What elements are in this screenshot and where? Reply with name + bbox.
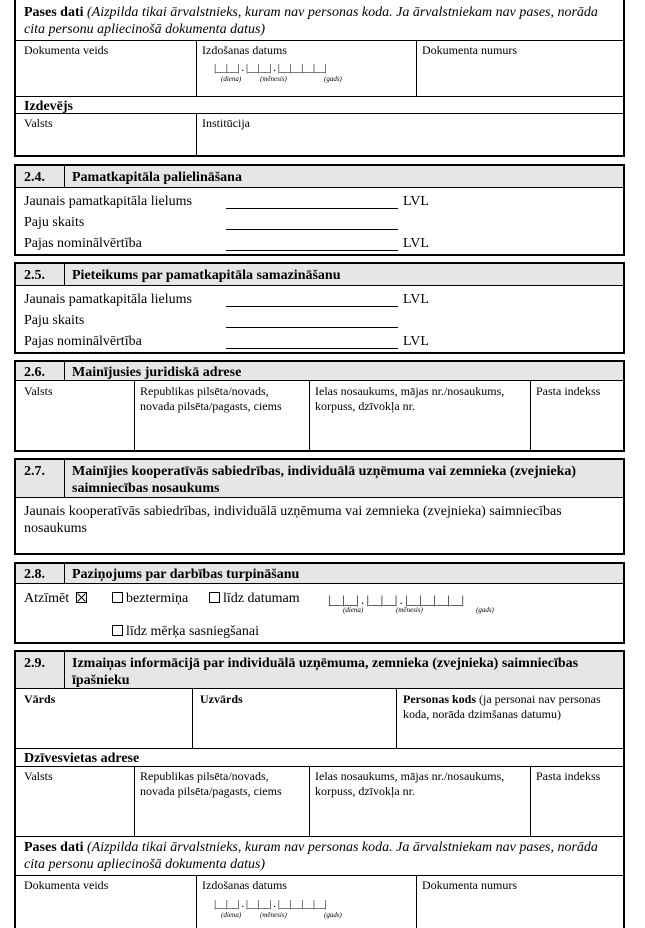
divider — [396, 689, 397, 748]
first-name-label: Vārds — [24, 692, 56, 706]
checkbox-icon[interactable] — [209, 592, 220, 603]
section-2-8 — [14, 562, 625, 644]
divider — [530, 766, 531, 836]
new-capital-label: Jaunais pamatkapitāla lielums — [24, 194, 192, 209]
date-caption-year: (gads) — [476, 606, 494, 614]
doc-number-label: Dokumenta numurs — [422, 878, 517, 892]
passport-bottom-heading — [24, 839, 616, 873]
shares-count-input[interactable] — [226, 229, 398, 230]
currency-label: LVL — [403, 292, 429, 307]
section-number: 2.6. — [24, 365, 45, 380]
currency-label: LVL — [403, 194, 429, 209]
share-value-label: Pajas nominālvērtība — [24, 334, 142, 349]
share-value-input[interactable] — [226, 348, 398, 349]
postal-label: Pasta indekss — [536, 769, 601, 783]
country-label: Valsts — [24, 116, 53, 130]
new-capital-input[interactable] — [226, 306, 398, 307]
surname-label: Uzvārds — [200, 692, 243, 706]
passport-note: (Aizpilda tikai ārvalstnieks, kuram nav personas koda. Ja ārvalstniekam nav pases, norāda cita personu apliecinošā dokumenta datus) — [24, 5, 598, 37]
divider — [196, 875, 197, 928]
option-until-date-label: līdz datumam — [223, 591, 300, 606]
passport-title: Pases dati — [24, 840, 84, 855]
postal-label: Pasta indekss — [536, 384, 601, 398]
section-title: Paziņojums par darbības turpināšanu — [72, 567, 300, 582]
divider — [16, 96, 623, 97]
until-date-field[interactable] — [328, 592, 494, 614]
country-label: Valsts — [24, 384, 53, 398]
passport-title: Pases dati — [24, 5, 84, 20]
issue-date-field[interactable] — [214, 898, 342, 919]
option-until-goal-label: līdz mērķa sasniegšanai — [126, 624, 259, 639]
divider — [309, 381, 310, 450]
section-header — [16, 264, 623, 286]
divider — [192, 689, 193, 748]
city-label: Republikas pilsēta/novads, novada pilsēta/pagasts, ciems — [140, 769, 282, 798]
divider — [16, 766, 623, 767]
section-header — [16, 652, 623, 689]
option-until-date[interactable] — [209, 590, 300, 607]
issue-date-field[interactable] — [214, 62, 342, 83]
option-indefinite-label: beztermiņa — [126, 591, 189, 606]
country-label: Valsts — [24, 769, 53, 783]
date-caption-day: (diena) — [221, 911, 242, 919]
section-number: 2.5. — [24, 268, 45, 283]
option-until-goal[interactable] — [112, 623, 259, 640]
date-caption-month: (mēnesis) — [396, 606, 423, 614]
shares-count-input[interactable] — [226, 327, 398, 328]
issuer-heading: Izdevējs — [24, 99, 73, 114]
date-caption-day: (diena) — [343, 606, 364, 614]
doc-number-label: Dokumenta numurs — [422, 43, 517, 57]
currency-label: LVL — [403, 236, 429, 251]
option-indefinite[interactable] — [112, 590, 188, 607]
date-boxes: |__|__| . |__|__| . |__|__|__|__| — [328, 592, 464, 607]
date-caption-day: (diena) — [221, 75, 242, 83]
new-capital-label: Jaunais pamatkapitāla lielums — [24, 292, 192, 307]
street-label: Ielas nosaukums, mājas nr./nosaukums, korpuss, dzīvokļa nr. — [315, 769, 505, 798]
section-number: 2.9. — [24, 656, 45, 671]
shares-count-label: Paju skaits — [24, 313, 85, 328]
divider — [196, 113, 197, 155]
residence-address-heading: Dzīvesvietas adrese — [24, 751, 140, 766]
section-header — [16, 564, 623, 584]
section-title: Izmaiņas informācijā par individuālā uzņēmuma, zemnieka (zvejnieka) saimniecības īpašnieku — [72, 656, 579, 688]
share-value-input[interactable] — [226, 250, 398, 251]
section-title: Mainījies kooperatīvās sabiedrības, individuālā uzņēmuma vai zemnieka (zvejnieka) saimniecības nosaukums — [72, 464, 577, 496]
divider — [16, 40, 623, 41]
checkbox-icon[interactable] — [112, 592, 123, 603]
section-title: Pieteikums par pamatkapitāla samazināšanu — [72, 268, 341, 283]
new-capital-input[interactable] — [226, 208, 398, 209]
currency-label: LVL — [403, 334, 429, 349]
checkbox-icon[interactable] — [112, 625, 123, 636]
personal-code-title: Personas kods — [403, 692, 477, 706]
section-2-9 — [14, 650, 625, 928]
share-value-label: Pajas nominālvērtība — [24, 236, 142, 251]
divider — [309, 766, 310, 836]
passport-top-frame — [14, 0, 625, 157]
section-title: Mainījusies juridiskā adrese — [72, 365, 242, 380]
shares-count-label: Paju skaits — [24, 215, 85, 230]
section-2-7 — [14, 458, 625, 555]
institution-label: Institūcija — [202, 116, 250, 130]
personal-code-note: (ja personai nav personas koda, norāda dzimšanas datumu) — [403, 692, 601, 721]
mark-instruction — [24, 590, 90, 607]
issue-date-label: Izdošanas datums — [202, 878, 287, 892]
date-caption-month: (mēnesis) — [260, 75, 287, 83]
passport-note: (Aizpilda tikai ārvalstnieks, kuram nav personas koda. Ja ārvalstniekam nav pases, norāda cita personu apliecinošā dokumenta datus) — [24, 840, 598, 872]
personal-code-label — [403, 692, 621, 722]
doc-type-label: Dokumenta veids — [24, 878, 109, 892]
issue-date-label: Izdošanas datums — [202, 43, 287, 57]
divider — [416, 40, 417, 96]
section-header — [16, 460, 623, 498]
divider — [16, 875, 623, 876]
divider — [530, 381, 531, 450]
section-2-5 — [14, 262, 625, 354]
passport-top-heading — [24, 4, 616, 38]
date-caption-year: (gads) — [324, 911, 342, 919]
divider — [196, 40, 197, 96]
section-2-6 — [14, 360, 625, 452]
section-title: Pamatkapitāla palielināšana — [72, 170, 242, 185]
city-label: Republikas pilsēta/novads, novada pilsēta/pagasts, ciems — [140, 384, 282, 413]
divider — [416, 875, 417, 928]
date-boxes: |__|__| . |__|__| . |__|__|__|__| — [214, 62, 327, 74]
checked-box-icon — [76, 592, 87, 603]
section-header — [16, 362, 623, 381]
street-label: Ielas nosaukums, mājas nr./nosaukums, korpuss, dzīvokļa nr. — [315, 384, 505, 413]
date-caption-year: (gads) — [324, 75, 342, 83]
divider — [16, 748, 623, 749]
doc-type-label: Dokumenta veids — [24, 43, 109, 57]
divider — [134, 766, 135, 836]
mark-label: Atzīmēt — [24, 591, 70, 606]
section-number: 2.4. — [24, 170, 45, 185]
section-number: 2.8. — [24, 567, 45, 582]
date-caption-month: (mēnesis) — [260, 911, 287, 919]
new-name-label: Jaunais kooperatīvās sabiedrības, individuālā uzņēmuma vai zemnieka (zvejnieka) saimniecības nosaukums — [24, 504, 562, 536]
section-header — [16, 166, 623, 188]
section-number: 2.7. — [24, 464, 45, 479]
section-2-4 — [14, 164, 625, 256]
divider — [16, 113, 623, 114]
date-boxes: |__|__| . |__|__| . |__|__|__|__| — [214, 898, 327, 910]
divider — [134, 381, 135, 450]
divider — [16, 836, 623, 837]
